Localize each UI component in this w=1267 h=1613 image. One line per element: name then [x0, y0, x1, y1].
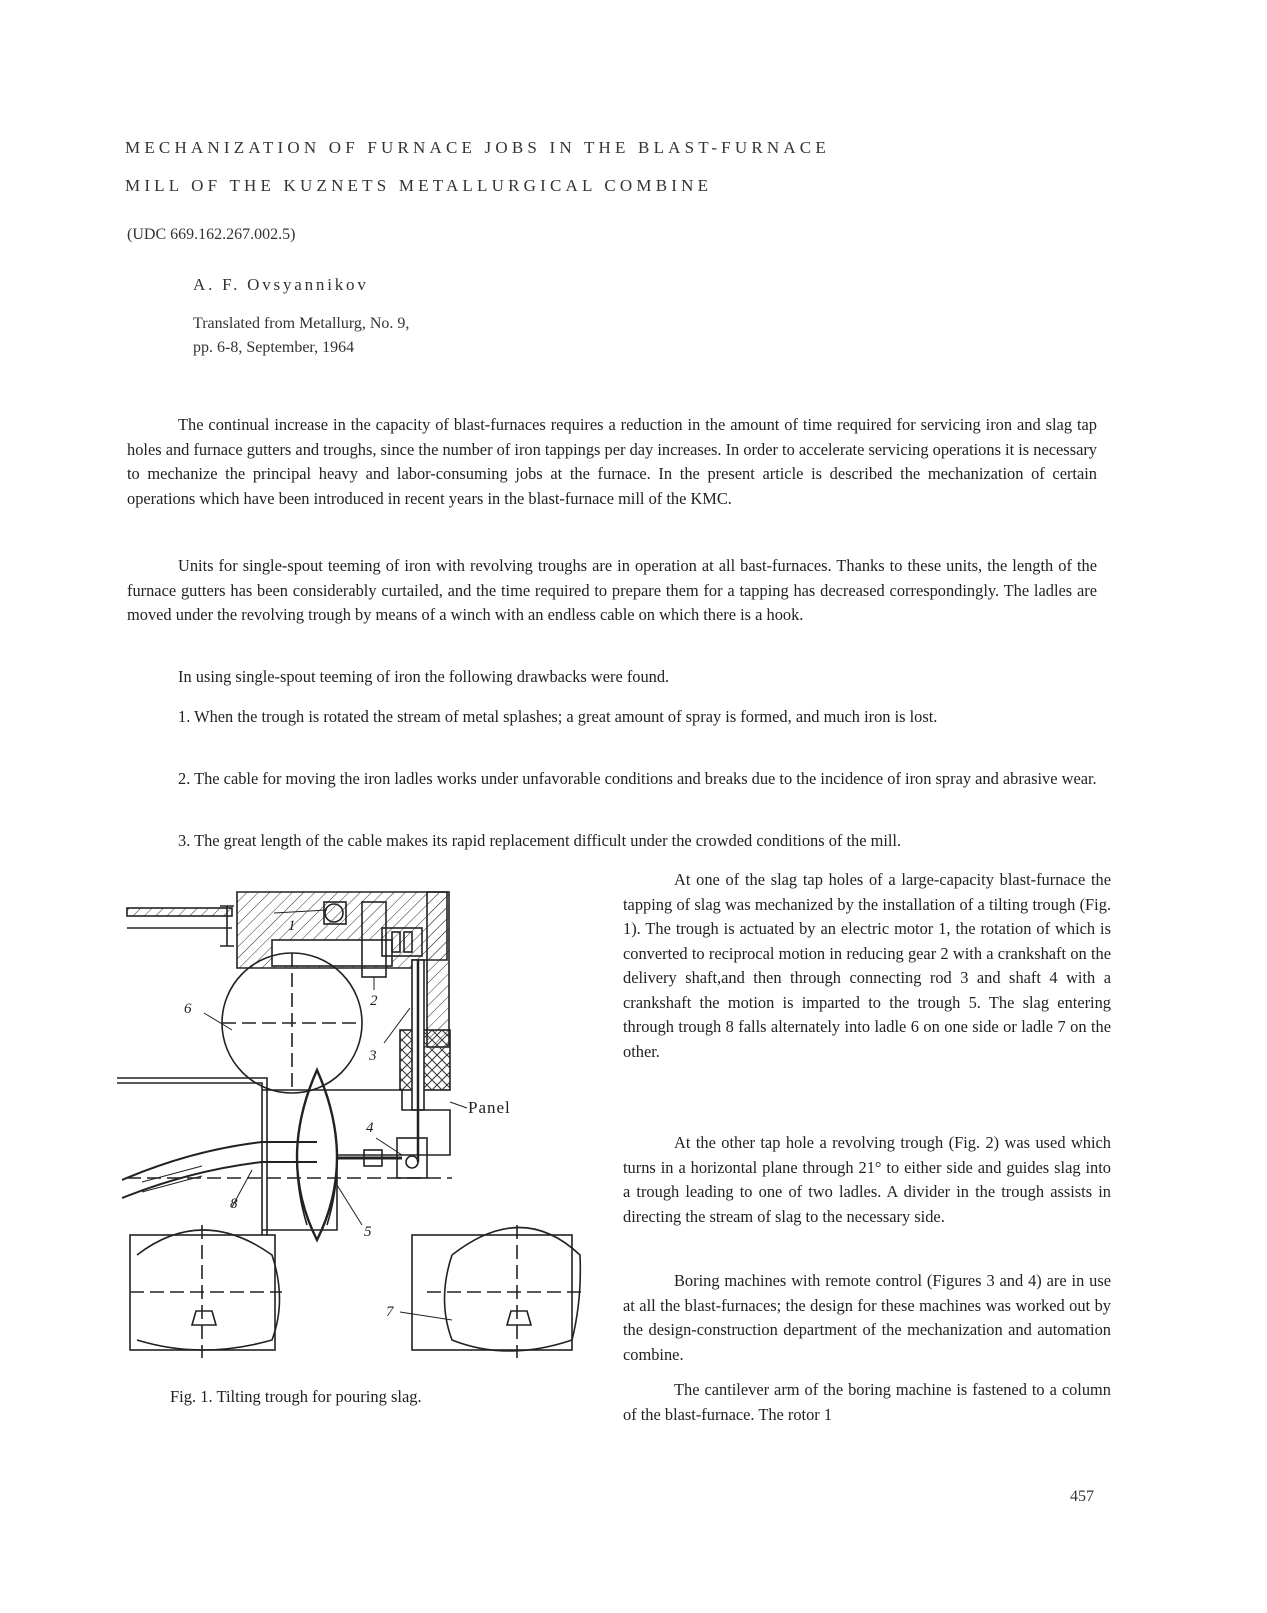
tilting-trough-5	[297, 1070, 337, 1240]
label-5: 5	[364, 1224, 372, 1240]
author-name: A. F. Ovsyannikov	[193, 275, 369, 294]
column-paragraph-1: At one of the slag tap holes of a large-capacity blast-furnace the tapping of slag was mechanized by the installation of a tilting trough (Fig. 1). The trough is actuated by an electric motor 1, the rotation of which is converted to reciprocal motion in reducing gear 2 with a crankshaft on the delivery shaft,and then through connecting rod 3 and shaft 4 with a crankshaft the motion is imparted to the trough 5. The slag entering through trough 8 falls alternately into ladle 6 on one side or ladle 7 on the other.	[623, 870, 1111, 1061]
translation-note	[193, 312, 409, 360]
panel-block	[400, 1030, 450, 1090]
figure-1	[112, 880, 592, 1370]
floor-beam	[127, 908, 232, 916]
label-7: 7	[386, 1304, 394, 1320]
label-3: 3	[369, 1048, 377, 1064]
column-paragraph-4: The cantilever arm of the boring machine is fastened to a column of the blast-furnace. The rotor 1	[623, 1380, 1111, 1424]
tilting-trough-diagram	[112, 880, 592, 1370]
article-title-line-1: MECHANIZATION OF FURNACE JOBS IN THE BLAST-FURNACE	[125, 138, 830, 157]
label-8: 8	[230, 1196, 238, 1212]
label-panel: Panel	[468, 1098, 511, 1117]
column-paragraph-3: Boring machines with remote control (Figures 3 and 4) are in use at all the blast-furnaces; the design for these machines was worked out by the design-construction department of the mechanization and automation combine.	[623, 1271, 1111, 1364]
udc-code: (UDC 669.162.267.002.5)	[127, 226, 296, 243]
translation-line-2: pp. 6-8, September, 1964	[193, 339, 355, 356]
label-4: 4	[366, 1120, 374, 1136]
paragraph-drawback-3: 3. The great length of the cable makes its rapid replacement difficult under the crowded conditions of the mill.	[178, 831, 902, 850]
paragraph-2: Units for single-spout teeming of iron with revolving troughs are in operation at all bast-furnaces. Thanks to these units, the length of the furnace gutters has been considerably curtailed, and the time required to prepare them for a tapping has decreased correspondingly. The ladles are moved under the revolving trough by means of a winch with an endless cable on which there is a hook.	[127, 556, 1097, 624]
figure-caption: Fig. 1. Tilting trough for pouring slag.	[170, 1387, 422, 1406]
label-1: 1	[288, 918, 296, 934]
label-2: 2	[370, 993, 378, 1009]
page-number: 457	[1070, 1488, 1094, 1505]
paragraph-3: In using single-spout teeming of iron the following drawbacks were found.	[178, 667, 670, 686]
paragraph-drawback-2: 2. The cable for moving the iron ladles works under unfavorable conditions and breaks due to the incidence of iron spray and abrasive wear.	[178, 769, 1097, 788]
translation-line-1: Translated from Metallurg, No. 9,	[193, 315, 410, 332]
article-title-line-2: MILL OF THE KUZNETS METALLURGICAL COMBINE	[125, 176, 713, 195]
label-6: 6	[184, 1001, 192, 1017]
paragraph-1: The continual increase in the capacity of blast-furnaces requires a reduction in the amount of time required for servicing iron and slag tap holes and furnace gutters and troughs, since the number of iron tappings per day increases. In order to accelerate servicing operations it is necessary to mechanize the principal heavy and labor-consuming jobs at the furnace. In the present article is described the mechanization of certain operations which have been introduced in recent years in the blast-furnace mill of the KMC.	[127, 415, 1097, 508]
column-paragraph-2: At the other tap hole a revolving trough (Fig. 2) was used which turns in a horizontal plane through 21° to either side and guides slag into a trough leading to one of two ladles. A divider in the trough assists in directing the stream of slag to the necessary side.	[623, 1133, 1111, 1226]
paragraph-drawback-1: 1. When the trough is rotated the stream of metal splashes; a great amount of spray is formed, and much iron is lost.	[178, 707, 938, 726]
